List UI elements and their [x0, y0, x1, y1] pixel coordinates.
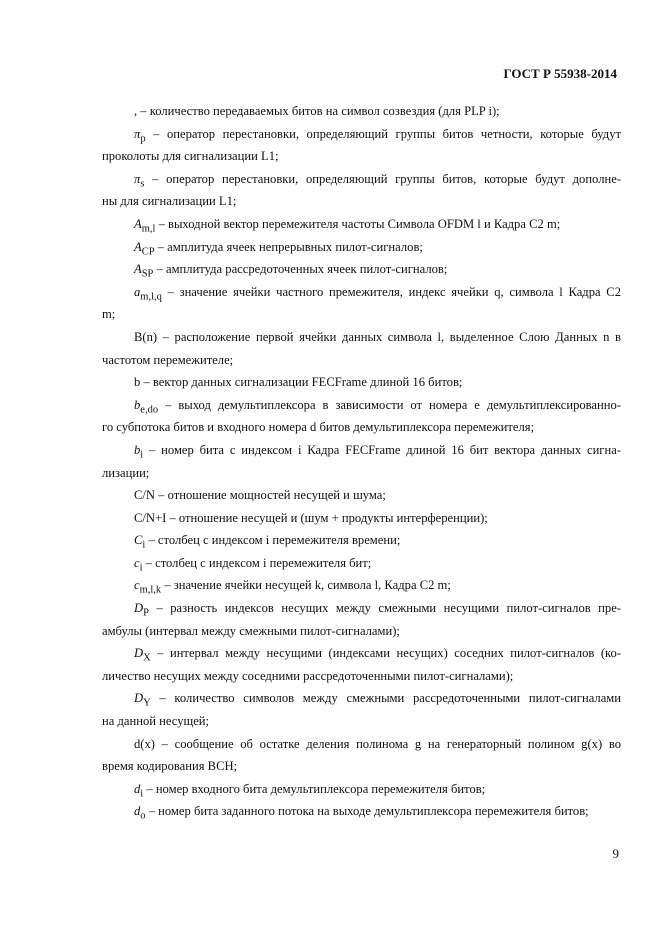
line-text: – значение ячейки несущей k, символа l, Кадра C2 m; — [161, 578, 451, 593]
line-text: m; — [102, 307, 116, 322]
text-line — [102, 371, 621, 394]
line-text: время кодирования BCH; — [102, 759, 238, 774]
text-line — [102, 620, 621, 643]
math-subscript: e,do — [140, 404, 159, 416]
text-line — [102, 687, 621, 710]
text-line — [102, 123, 621, 146]
line-text: – значение ячейки частного премежителя, индекс ячейки q, символа l Кадра C2 — [161, 284, 621, 299]
line-text: ны для сигнализации L1; — [102, 194, 237, 209]
math-symbol: π — [134, 126, 141, 141]
math-subscript: p — [140, 133, 146, 145]
math-subscript: Y — [143, 697, 151, 709]
math-subscript: i — [139, 562, 143, 574]
text-line — [102, 733, 621, 756]
text-line — [102, 439, 621, 462]
line-text: лизации; — [102, 465, 150, 480]
text-line — [102, 394, 621, 417]
math-symbol: C — [134, 533, 143, 548]
math-subscript: i — [140, 449, 144, 461]
text-line — [102, 800, 621, 823]
line-text: личество несущих между соседними рассредоточенными пилот-сигналами); — [102, 668, 514, 683]
math-subscript: X — [143, 652, 151, 664]
text-line — [102, 710, 621, 733]
math-subscript: s — [140, 178, 145, 190]
line-text: проколоты для сигнализации L1; — [102, 149, 279, 164]
text-line — [102, 236, 621, 259]
math-symbol: c — [134, 578, 140, 593]
math-subscript: m,l,k — [139, 584, 162, 596]
math-symbol: b — [134, 397, 141, 412]
line-text: , – количество передаваемых битов на символ созвездия (для PLP i); — [134, 104, 500, 118]
line-text: – количество символов между смежными рассредоточенными пилот-сигналами — [150, 691, 621, 706]
text-line — [102, 145, 621, 168]
math-symbol: D — [134, 646, 144, 661]
text-line — [102, 529, 621, 552]
text-line — [102, 484, 621, 507]
text-line — [102, 574, 621, 597]
text-line — [102, 326, 621, 349]
text-line — [102, 303, 621, 326]
line-text: – номер входного бита демультиплексора перемежителя битов; — [143, 781, 486, 796]
line-text: – номер бита заданного потока на выходе демультиплексора перемежителя битов; — [145, 804, 589, 819]
line-text: – столбец с индексом i перемежителя времени; — [145, 533, 401, 548]
text-line — [102, 778, 621, 801]
line-text: – амплитуда рассредоточенных ячеек пилот-сигналов; — [153, 262, 448, 277]
page-number: 9 — [612, 846, 619, 861]
line-text: B(n) – расположение первой ячейки данных символа l, выделенное Слою Данных n в — [134, 329, 621, 344]
text-line — [102, 190, 621, 213]
line-text: – оператор перестановки, определяющий группы битов, которые будут дополне- — [144, 171, 621, 186]
math-subscript: i — [140, 788, 144, 800]
math-symbol: π — [134, 171, 141, 186]
line-text: на данной несущей; — [102, 714, 210, 729]
text-line — [102, 597, 621, 620]
math-subscript: o — [140, 810, 146, 822]
text-line — [102, 507, 621, 530]
text-line — [102, 462, 621, 485]
math-symbol: d — [134, 804, 141, 819]
text-line — [102, 100, 621, 123]
document-header: ГОСТ Р 55938-2014 — [503, 66, 617, 81]
math-symbol: A — [134, 262, 142, 277]
line-text: частотом перемежителе; — [102, 352, 234, 367]
math-symbol: c — [134, 555, 140, 570]
line-text: – столбец с индексом i перемежителя бит; — [142, 555, 372, 570]
math-symbol: A — [134, 239, 142, 254]
math-symbol: d — [134, 781, 141, 796]
line-text: – выход демультиплексора в зависимости от номера e демультиплексированно- — [158, 397, 621, 412]
math-subscript: SP — [141, 268, 154, 280]
math-subscript: i — [142, 539, 146, 551]
text-line — [102, 213, 621, 236]
math-subscript: m,l,q — [140, 291, 162, 303]
math-symbol: D — [134, 691, 144, 706]
text-line — [102, 281, 621, 304]
math-symbol: a — [134, 284, 141, 299]
line-text: – оператор перестановки, определяющий группы битов четности, которые будут — [145, 126, 621, 141]
text-line — [102, 665, 621, 688]
line-text: – выходной вектор перемежителя частоты Символа OFDM l и Кадра C2 m; — [155, 216, 561, 231]
line-text: d(x) – сообщение об остатке деления полинома g на генераторный полином g(x) во — [134, 736, 621, 751]
text-line — [102, 416, 621, 439]
text-line — [102, 168, 621, 191]
line-text: b – вектор данных сигнализации FECFrame длиной 16 битов; — [134, 375, 463, 390]
line-text: – амплитуда ячеек непрерывных пилот-сигналов; — [154, 239, 423, 254]
math-symbol: b — [134, 442, 141, 457]
line-text: – интервал между несущими (индексами несущих) соседних пилот-сигналов (ко- — [150, 646, 621, 661]
text-line — [102, 349, 621, 372]
text-line — [102, 642, 621, 665]
math-symbol: D — [134, 601, 144, 616]
text-line — [102, 552, 621, 575]
line-text: – номер бита c индексом i Кадра FECFrame длиной 16 бит вектора данных сигна- — [143, 442, 621, 457]
line-text: – разность индексов несущих между смежными несущими пилот-сигналов пре- — [148, 601, 621, 616]
line-text: C/N+I – отношение несущей и (шум + продукты интерференции); — [134, 510, 488, 525]
text-line — [102, 755, 621, 778]
text-line — [102, 258, 621, 281]
line-text: C/N – отношение мощностей несущей и шума; — [134, 488, 386, 503]
line-text: го субпотока битов и входного номера d битов демультиплексора перемежителя; — [102, 420, 535, 435]
math-subscript: m,l — [141, 223, 156, 235]
math-symbol: A — [134, 216, 142, 231]
math-subscript: CP — [141, 246, 155, 258]
math-subscript: P — [143, 607, 149, 619]
document-body — [102, 100, 621, 823]
line-text: амбулы (интервал между смежными пилот-сигналами); — [102, 623, 400, 638]
